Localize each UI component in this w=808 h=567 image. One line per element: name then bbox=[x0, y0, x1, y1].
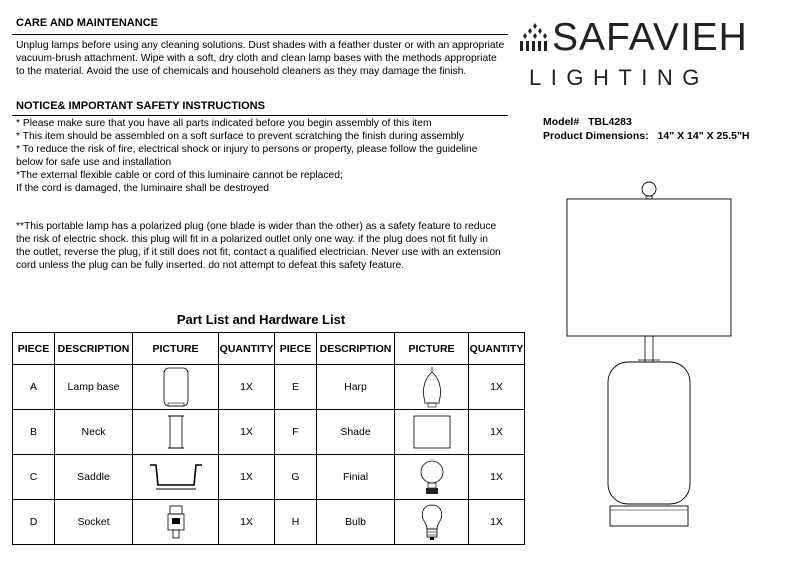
picture-cell bbox=[395, 410, 469, 455]
header-picture: PICTURE bbox=[133, 333, 219, 365]
description-cell: Bulb bbox=[317, 500, 395, 545]
header-description: DESCRIPTION bbox=[55, 333, 133, 365]
lamp-illustration bbox=[560, 180, 740, 540]
plug-line: the risk of electric shock. this plug will fit in a polarized outlet only one way. if the plug does not fit fully in bbox=[16, 234, 488, 245]
picture-cell bbox=[395, 365, 469, 410]
lamp-body bbox=[608, 362, 690, 504]
description-cell: Shade bbox=[317, 410, 395, 455]
notice-divider bbox=[12, 115, 508, 116]
lamp-shade bbox=[567, 199, 731, 336]
piece-cell: G bbox=[275, 455, 317, 500]
lamp-finial bbox=[642, 182, 656, 196]
plug-text bbox=[16, 220, 501, 272]
plug-line: the outlet, reverse the plug, if it still does not fit, contact a qualified electrician. Never use with an extension bbox=[16, 247, 501, 258]
lamp-base-icon bbox=[161, 367, 191, 407]
notice-line: *The external flexible cable or cord of this luminaire cannot be replaced; bbox=[16, 170, 343, 181]
care-divider bbox=[12, 34, 508, 35]
parts-title: Part List and Hardware List bbox=[176, 312, 346, 327]
care-text bbox=[16, 39, 504, 78]
quantity-cell: 1X bbox=[219, 455, 275, 500]
shade-icon bbox=[412, 414, 452, 450]
piece-cell: A bbox=[13, 365, 55, 410]
piece-cell: D bbox=[13, 500, 55, 545]
picture-cell bbox=[133, 365, 219, 410]
dimensions-label: Product Dimensions: bbox=[543, 130, 649, 142]
header-quantity: QUANTITY bbox=[219, 333, 275, 365]
quantity-cell: 1X bbox=[219, 365, 275, 410]
piece-cell: C bbox=[13, 455, 55, 500]
description-cell: Lamp base bbox=[55, 365, 133, 410]
notice-line: * Please make sure that you have all parts indicated before you begin assembly of this item bbox=[16, 118, 432, 129]
care-title: CARE AND MAINTENANCE bbox=[16, 17, 158, 29]
description-cell: Socket bbox=[55, 500, 133, 545]
model-label: Model# bbox=[543, 116, 580, 128]
model-value: TBL4283 bbox=[588, 116, 632, 128]
header-piece: PIECE bbox=[13, 333, 55, 365]
dimensions-line bbox=[543, 130, 750, 142]
plug-line: **This portable lamp has a polarized plug (one blade is wider than the other) as a safety feature to reduce bbox=[16, 221, 497, 232]
socket-icon bbox=[165, 504, 187, 540]
description-cell: Saddle bbox=[55, 455, 133, 500]
picture-cell bbox=[395, 455, 469, 500]
header-piece: PIECE bbox=[275, 333, 317, 365]
care-line: vacuum-brush attachment. Wipe with a soft, dry cloth and clean lamp bases with the methods appropriate bbox=[16, 53, 497, 64]
piece-cell: H bbox=[275, 500, 317, 545]
table-row bbox=[13, 365, 525, 410]
notice-line: * To reduce the risk of fire, electrical shock or injury to persons or property, please follow the guideline bbox=[16, 144, 478, 155]
brand-sub: LIGHTING bbox=[529, 65, 709, 90]
picture-cell bbox=[395, 500, 469, 545]
picture-cell bbox=[133, 455, 219, 500]
notice-line: below for safe use and installation bbox=[16, 157, 172, 168]
piece-cell: F bbox=[275, 410, 317, 455]
quantity-cell: 1X bbox=[219, 500, 275, 545]
table-row bbox=[13, 455, 525, 500]
harp-icon bbox=[419, 366, 445, 408]
care-line: Unplug lamps before using any cleaning solutions. Dust shades with a feather duster or with an appropriate bbox=[16, 40, 505, 51]
quantity-cell: 1X bbox=[469, 410, 525, 455]
saddle-icon bbox=[148, 461, 204, 493]
notice-line: If the cord is damaged, the luminaire shall be destroyed bbox=[16, 183, 269, 194]
safavieh-logo-icon bbox=[518, 22, 552, 52]
parts-table bbox=[12, 332, 525, 545]
neck-icon bbox=[166, 414, 186, 450]
finial-icon bbox=[417, 458, 447, 496]
plug-line: cord unless the plug can be fully inserted. do not attempt to defeat this safety feature. bbox=[16, 260, 405, 271]
quantity-cell: 1X bbox=[219, 410, 275, 455]
notice-text bbox=[16, 117, 478, 195]
lamp-foot bbox=[610, 506, 688, 526]
table-row bbox=[13, 500, 525, 545]
dimensions-value: 14" X 14" X 25.5"H bbox=[657, 130, 750, 142]
notice-title: NOTICE& IMPORTANT SAFETY INSTRUCTIONS bbox=[16, 100, 265, 112]
table-row bbox=[13, 410, 525, 455]
quantity-cell: 1X bbox=[469, 365, 525, 410]
table-header-row bbox=[13, 333, 525, 365]
description-cell: Harp bbox=[317, 365, 395, 410]
picture-cell bbox=[133, 500, 219, 545]
model-line bbox=[543, 116, 632, 128]
header-description: DESCRIPTION bbox=[317, 333, 395, 365]
picture-cell bbox=[133, 410, 219, 455]
header-picture: PICTURE bbox=[395, 333, 469, 365]
piece-cell: E bbox=[275, 365, 317, 410]
quantity-cell: 1X bbox=[469, 455, 525, 500]
description-cell: Finial bbox=[317, 455, 395, 500]
description-cell: Neck bbox=[55, 410, 133, 455]
lamp-neck bbox=[645, 336, 653, 362]
care-line: to the material. Avoid the use of chemicals and household cleaners as they may damage the finish. bbox=[16, 66, 467, 77]
bulb-icon bbox=[419, 503, 445, 541]
notice-line: * This item should be assembled on a soft surface to prevent scratching the finish during assembly bbox=[16, 131, 464, 142]
piece-cell: B bbox=[13, 410, 55, 455]
brand-name: SAFAVIEH bbox=[552, 16, 748, 59]
header-quantity: QUANTITY bbox=[469, 333, 525, 365]
quantity-cell: 1X bbox=[469, 500, 525, 545]
